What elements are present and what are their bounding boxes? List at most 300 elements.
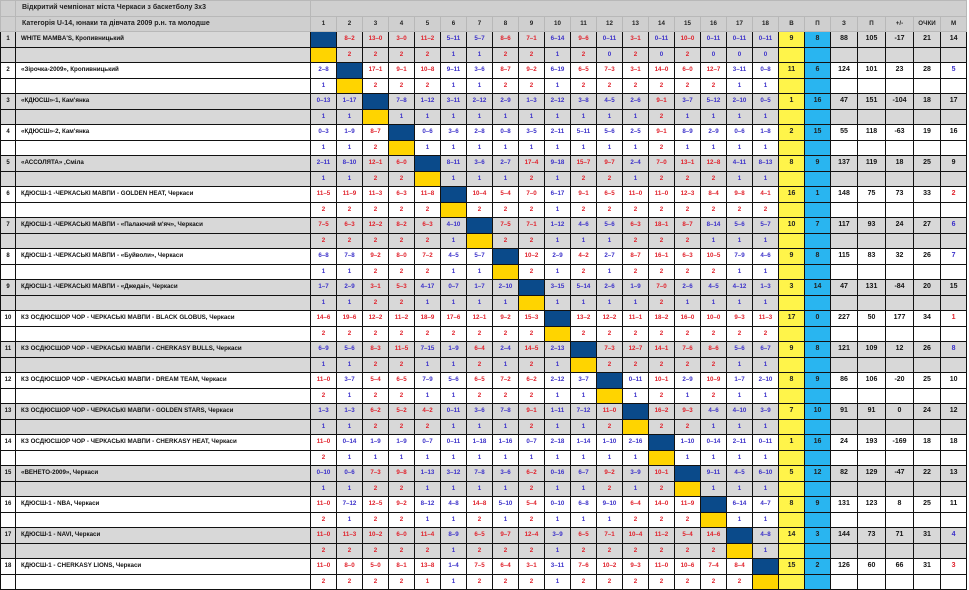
match-points: 2 <box>597 78 623 94</box>
match-points: 2 <box>519 264 545 280</box>
blank-cell <box>831 47 858 63</box>
match-points: 1 <box>441 450 467 466</box>
match-score: 11–0 <box>649 187 675 203</box>
self-match-cell <box>675 481 701 497</box>
match-points: 2 <box>389 357 415 373</box>
match-points: 1 <box>441 171 467 187</box>
match-points: 2 <box>363 388 389 404</box>
scored-total: 91 <box>831 404 858 420</box>
blank-cell <box>16 512 311 528</box>
match-score: 2–11 <box>311 156 337 172</box>
wins-count: 1 <box>779 435 805 451</box>
standing-points: 19 <box>914 125 941 141</box>
final-place: 1 <box>941 311 967 327</box>
match-score: 7–0 <box>649 280 675 296</box>
match-score: 0–11 <box>727 32 753 48</box>
match-score: 0–11 <box>623 373 649 389</box>
match-score: 1–8 <box>753 125 779 141</box>
match-points: 1 <box>493 512 519 528</box>
losses-cell <box>805 481 831 497</box>
match-points: 2 <box>571 202 597 218</box>
match-points: 1 <box>623 140 649 156</box>
match-points: 2 <box>675 512 701 528</box>
team-number: 9 <box>1 280 16 296</box>
point-diff: 0 <box>886 404 914 420</box>
losses-cell <box>805 233 831 249</box>
match-score: 9–10 <box>597 497 623 513</box>
page-title: Відкритий чемпіонат міста Черкаси з баскетболу 3х3 <box>16 1 311 17</box>
team-points-row <box>1 264 967 280</box>
blank-cell <box>914 171 941 187</box>
match-score: 5–6 <box>597 125 623 141</box>
match-score: 5–6 <box>337 342 363 358</box>
match-points: 2 <box>519 326 545 342</box>
match-score: 2–10 <box>493 280 519 296</box>
blank-cell <box>858 450 886 466</box>
match-points: 1 <box>467 295 493 311</box>
self-match-cell <box>519 280 545 296</box>
match-score: 8–6 <box>493 32 519 48</box>
match-points: 2 <box>571 47 597 63</box>
match-points: 2 <box>623 543 649 559</box>
blank-cell <box>858 47 886 63</box>
match-score: 6–5 <box>467 373 493 389</box>
conceded-total: 106 <box>858 373 886 389</box>
match-points: 1 <box>493 481 519 497</box>
match-score: 0–14 <box>701 435 727 451</box>
team-points-row <box>1 388 967 404</box>
match-score: 7–15 <box>415 342 441 358</box>
match-points: 1 <box>467 450 493 466</box>
match-points: 2 <box>363 326 389 342</box>
match-score: 1–3 <box>311 404 337 420</box>
losses-count: 9 <box>805 497 831 513</box>
column-header-opponent: 6 <box>441 16 467 32</box>
self-match-cell <box>597 388 623 404</box>
match-score: 10–2 <box>363 528 389 544</box>
match-points: 2 <box>467 202 493 218</box>
match-score: 8–9 <box>675 125 701 141</box>
match-points: 2 <box>389 233 415 249</box>
wins-cell <box>779 47 805 63</box>
conceded-total: 75 <box>858 187 886 203</box>
match-score: 4–6 <box>753 249 779 265</box>
blank-cell <box>858 109 886 125</box>
team-row <box>1 435 967 451</box>
match-score: 0–11 <box>441 404 467 420</box>
match-points: 1 <box>753 264 779 280</box>
match-points: 1 <box>311 171 337 187</box>
match-score: 4–7 <box>753 497 779 513</box>
match-points: 1 <box>727 512 753 528</box>
match-points: 2 <box>675 419 701 435</box>
category-subtitle: Категорія U-14, юнаки та дівчата 2009 р.н. та молодше <box>16 16 311 32</box>
match-score: 12–1 <box>363 156 389 172</box>
column-header-opponent: 2 <box>337 16 363 32</box>
conceded-total: 101 <box>858 63 886 79</box>
match-score: 11–0 <box>311 528 337 544</box>
blank-cell <box>858 264 886 280</box>
match-points: 2 <box>519 78 545 94</box>
match-score: 8–14 <box>701 218 727 234</box>
match-score: 10–9 <box>701 373 727 389</box>
losses-cell <box>805 326 831 342</box>
match-score: 6–3 <box>389 187 415 203</box>
conceded-total: 50 <box>858 311 886 327</box>
blank-cell <box>914 140 941 156</box>
scored-total: 227 <box>831 311 858 327</box>
match-points: 2 <box>649 543 675 559</box>
match-score: 6–2 <box>363 404 389 420</box>
team-row <box>1 218 967 234</box>
match-points: 1 <box>519 140 545 156</box>
match-score: 3–6 <box>467 63 493 79</box>
match-points: 2 <box>363 357 389 373</box>
match-points: 2 <box>363 171 389 187</box>
match-points: 2 <box>337 543 363 559</box>
match-score: 11–2 <box>649 528 675 544</box>
blank-cell <box>831 264 858 280</box>
match-points: 1 <box>311 357 337 373</box>
match-points: 1 <box>493 171 519 187</box>
blank-cell <box>831 202 858 218</box>
blank-cell <box>858 481 886 497</box>
match-points: 1 <box>727 171 753 187</box>
match-score: 3–7 <box>571 373 597 389</box>
match-score: 9–7 <box>597 156 623 172</box>
column-header-opponent: 14 <box>649 16 675 32</box>
match-score: 11–8 <box>415 187 441 203</box>
self-match-cell <box>519 295 545 311</box>
match-points: 2 <box>701 326 727 342</box>
match-points: 2 <box>415 543 441 559</box>
match-score: 2–6 <box>597 280 623 296</box>
match-points: 2 <box>649 295 675 311</box>
standing-points: 26 <box>914 249 941 265</box>
wins-count: 17 <box>779 311 805 327</box>
match-score: 8–12 <box>415 497 441 513</box>
blank-cell <box>1 512 16 528</box>
match-points: 1 <box>519 450 545 466</box>
wins-cell <box>779 543 805 559</box>
match-points: 1 <box>415 450 441 466</box>
blank-cell <box>941 140 967 156</box>
match-points: 2 <box>675 357 701 373</box>
match-score: 4–8 <box>753 528 779 544</box>
match-points: 1 <box>623 171 649 187</box>
match-score: 12–2 <box>597 311 623 327</box>
match-score: 5–6 <box>727 342 753 358</box>
team-name: КДЮСШ-1 -ЧЕРКАСЬКІ МАВПИ - «Палаючий м'яч», Черкаси <box>16 218 311 234</box>
blank-cell <box>914 357 941 373</box>
match-points: 1 <box>467 171 493 187</box>
blank-cell <box>858 357 886 373</box>
team-number: 3 <box>1 94 16 110</box>
match-points: 1 <box>597 295 623 311</box>
match-points: 2 <box>519 543 545 559</box>
match-points: 2 <box>415 78 441 94</box>
team-number: 7 <box>1 218 16 234</box>
team-row <box>1 63 967 79</box>
match-points: 2 <box>675 574 701 590</box>
match-score: 12–3 <box>675 187 701 203</box>
match-score: 2–12 <box>545 373 571 389</box>
match-score: 4–10 <box>727 404 753 420</box>
blank-cell <box>914 47 941 63</box>
standing-points: 25 <box>914 373 941 389</box>
match-points: 2 <box>649 109 675 125</box>
blank-cell <box>1 543 16 559</box>
match-score: 5–3 <box>389 280 415 296</box>
match-points: 2 <box>337 233 363 249</box>
team-name: «ВЕНЕТО-2009», Черкаси <box>16 466 311 482</box>
match-score: 11–0 <box>311 373 337 389</box>
match-points: 1 <box>623 109 649 125</box>
blank-cell <box>941 357 967 373</box>
blank-cell <box>914 78 941 94</box>
match-points: 1 <box>675 140 701 156</box>
blank-cell <box>1 450 16 466</box>
match-score: 3–6 <box>467 404 493 420</box>
match-score: 0–8 <box>753 63 779 79</box>
conceded-total: 83 <box>858 249 886 265</box>
match-points: 1 <box>311 109 337 125</box>
match-score: 8–11 <box>441 156 467 172</box>
match-score: 11–0 <box>649 559 675 575</box>
match-points: 1 <box>753 543 779 559</box>
column-header-losses: П <box>805 16 831 32</box>
final-place: 6 <box>941 218 967 234</box>
match-score: 15–7 <box>571 156 597 172</box>
match-points: 2 <box>311 388 337 404</box>
match-score: 4–12 <box>727 280 753 296</box>
losses-cell <box>805 202 831 218</box>
column-header-place: М <box>941 16 967 32</box>
match-points: 1 <box>415 140 441 156</box>
match-points: 1 <box>415 481 441 497</box>
match-points: 1 <box>415 574 441 590</box>
blank-cell <box>941 543 967 559</box>
match-score: 9–8 <box>727 187 753 203</box>
blank-cell <box>914 109 941 125</box>
match-points: 2 <box>675 47 701 63</box>
match-points: 2 <box>623 574 649 590</box>
blank-cell <box>914 202 941 218</box>
match-score: 8–7 <box>363 125 389 141</box>
conceded-total: 119 <box>858 156 886 172</box>
blank-cell <box>886 264 914 280</box>
match-points: 1 <box>753 357 779 373</box>
self-match-cell <box>493 264 519 280</box>
team-row <box>1 311 967 327</box>
wins-cell <box>779 264 805 280</box>
final-place: 12 <box>941 404 967 420</box>
blank-cell <box>941 78 967 94</box>
team-number: 13 <box>1 404 16 420</box>
blank-cell <box>831 295 858 311</box>
match-score: 1–3 <box>337 404 363 420</box>
blank-cell <box>914 481 941 497</box>
match-score: 6–8 <box>311 249 337 265</box>
match-score: 7–2 <box>493 373 519 389</box>
match-points: 2 <box>415 326 441 342</box>
match-points: 2 <box>701 357 727 373</box>
blank-cell <box>858 388 886 404</box>
match-score: 12–1 <box>467 311 493 327</box>
match-points: 2 <box>415 264 441 280</box>
blank-cell <box>914 574 941 590</box>
match-score: 10–0 <box>701 311 727 327</box>
blank-cell <box>914 512 941 528</box>
match-points: 2 <box>623 326 649 342</box>
match-points: 1 <box>753 450 779 466</box>
self-match-cell <box>597 373 623 389</box>
team-row <box>1 94 967 110</box>
point-diff: -63 <box>886 125 914 141</box>
wins-cell <box>779 171 805 187</box>
wins-cell <box>779 357 805 373</box>
wins-cell <box>779 481 805 497</box>
match-points: 2 <box>467 326 493 342</box>
match-points: 1 <box>311 264 337 280</box>
match-score: 7–5 <box>311 218 337 234</box>
match-points: 2 <box>623 512 649 528</box>
match-points: 2 <box>597 357 623 373</box>
match-score: 14–1 <box>649 342 675 358</box>
match-points: 2 <box>363 512 389 528</box>
blank-cell <box>886 357 914 373</box>
match-score: 11–1 <box>623 311 649 327</box>
match-points: 2 <box>389 202 415 218</box>
losses-count: 7 <box>805 218 831 234</box>
match-points: 2 <box>363 574 389 590</box>
final-place: 15 <box>941 280 967 296</box>
match-points: 2 <box>363 140 389 156</box>
self-match-cell <box>337 78 363 94</box>
match-score: 2–8 <box>311 63 337 79</box>
wins-cell <box>779 450 805 466</box>
blank-cell <box>16 481 311 497</box>
column-header-scored: З <box>831 16 858 32</box>
match-points: 2 <box>493 326 519 342</box>
match-points: 1 <box>571 481 597 497</box>
match-points: 1 <box>415 295 441 311</box>
match-score: 9–6 <box>571 32 597 48</box>
self-match-cell <box>701 512 727 528</box>
team-name: КЗ ОСДЮСШОР ЧОР - ЧЕРКАСЬКІ МАВПИ - CHERKASY BULLS, Черкаси <box>16 342 311 358</box>
match-score: 3–1 <box>623 32 649 48</box>
match-points: 1 <box>727 450 753 466</box>
match-score: 11–5 <box>311 187 337 203</box>
match-points: 2 <box>701 78 727 94</box>
blank-cell <box>16 388 311 404</box>
match-points: 2 <box>467 512 493 528</box>
match-score: 6–19 <box>545 63 571 79</box>
blank-cell <box>858 512 886 528</box>
match-score: 9–3 <box>623 559 649 575</box>
match-score: 19–6 <box>337 311 363 327</box>
self-match-cell <box>363 109 389 125</box>
match-points: 1 <box>337 171 363 187</box>
blank-cell <box>1 16 16 32</box>
point-diff: 177 <box>886 311 914 327</box>
blank-cell <box>1 264 16 280</box>
match-score: 10–2 <box>597 559 623 575</box>
column-header-opponent: 17 <box>727 16 753 32</box>
wins-cell <box>779 574 805 590</box>
standing-points: 24 <box>914 404 941 420</box>
match-points: 1 <box>701 109 727 125</box>
blank-cell <box>886 202 914 218</box>
match-score: 6–2 <box>519 466 545 482</box>
match-points: 1 <box>337 109 363 125</box>
self-match-cell <box>727 528 753 544</box>
match-points: 1 <box>571 512 597 528</box>
match-points: 2 <box>649 574 675 590</box>
match-points: 2 <box>467 388 493 404</box>
team-points-row <box>1 481 967 497</box>
match-points: 1 <box>675 295 701 311</box>
standing-points: 31 <box>914 559 941 575</box>
self-match-cell <box>753 574 779 590</box>
match-score: 0–6 <box>415 125 441 141</box>
blank-cell <box>1 109 16 125</box>
match-points: 2 <box>389 326 415 342</box>
column-header-opponent: 5 <box>415 16 441 32</box>
match-score: 2–9 <box>701 125 727 141</box>
losses-count: 9 <box>805 373 831 389</box>
conceded-total: 73 <box>858 528 886 544</box>
match-score: 2–10 <box>753 373 779 389</box>
team-row <box>1 373 967 389</box>
scored-total: 82 <box>831 466 858 482</box>
blank-cell <box>914 543 941 559</box>
match-score: 1–11 <box>545 404 571 420</box>
match-points: 1 <box>441 264 467 280</box>
match-score: 9–2 <box>363 249 389 265</box>
match-score: 13–0 <box>363 32 389 48</box>
final-place: 18 <box>941 435 967 451</box>
match-points: 1 <box>545 78 571 94</box>
blank-cell <box>886 574 914 590</box>
self-match-cell <box>337 63 363 79</box>
team-points-row <box>1 202 967 218</box>
match-score: 7–8 <box>389 94 415 110</box>
match-score: 2–18 <box>545 435 571 451</box>
match-points: 1 <box>597 140 623 156</box>
wins-count: 5 <box>779 466 805 482</box>
blank-cell <box>16 233 311 249</box>
self-match-cell <box>467 233 493 249</box>
match-score: 14–6 <box>311 311 337 327</box>
match-points: 1 <box>753 481 779 497</box>
match-score: 4–6 <box>701 404 727 420</box>
match-points: 1 <box>571 450 597 466</box>
team-row <box>1 249 967 265</box>
blank-cell <box>941 574 967 590</box>
match-points: 2 <box>649 357 675 373</box>
match-score: 7–8 <box>493 404 519 420</box>
match-score: 6–3 <box>337 218 363 234</box>
match-score: 14–6 <box>701 528 727 544</box>
match-score: 2–16 <box>623 435 649 451</box>
point-diff: -84 <box>886 280 914 296</box>
blank-cell <box>886 47 914 63</box>
match-score: 8–13 <box>753 156 779 172</box>
point-diff: -20 <box>886 373 914 389</box>
losses-cell <box>805 47 831 63</box>
wins-cell <box>779 140 805 156</box>
